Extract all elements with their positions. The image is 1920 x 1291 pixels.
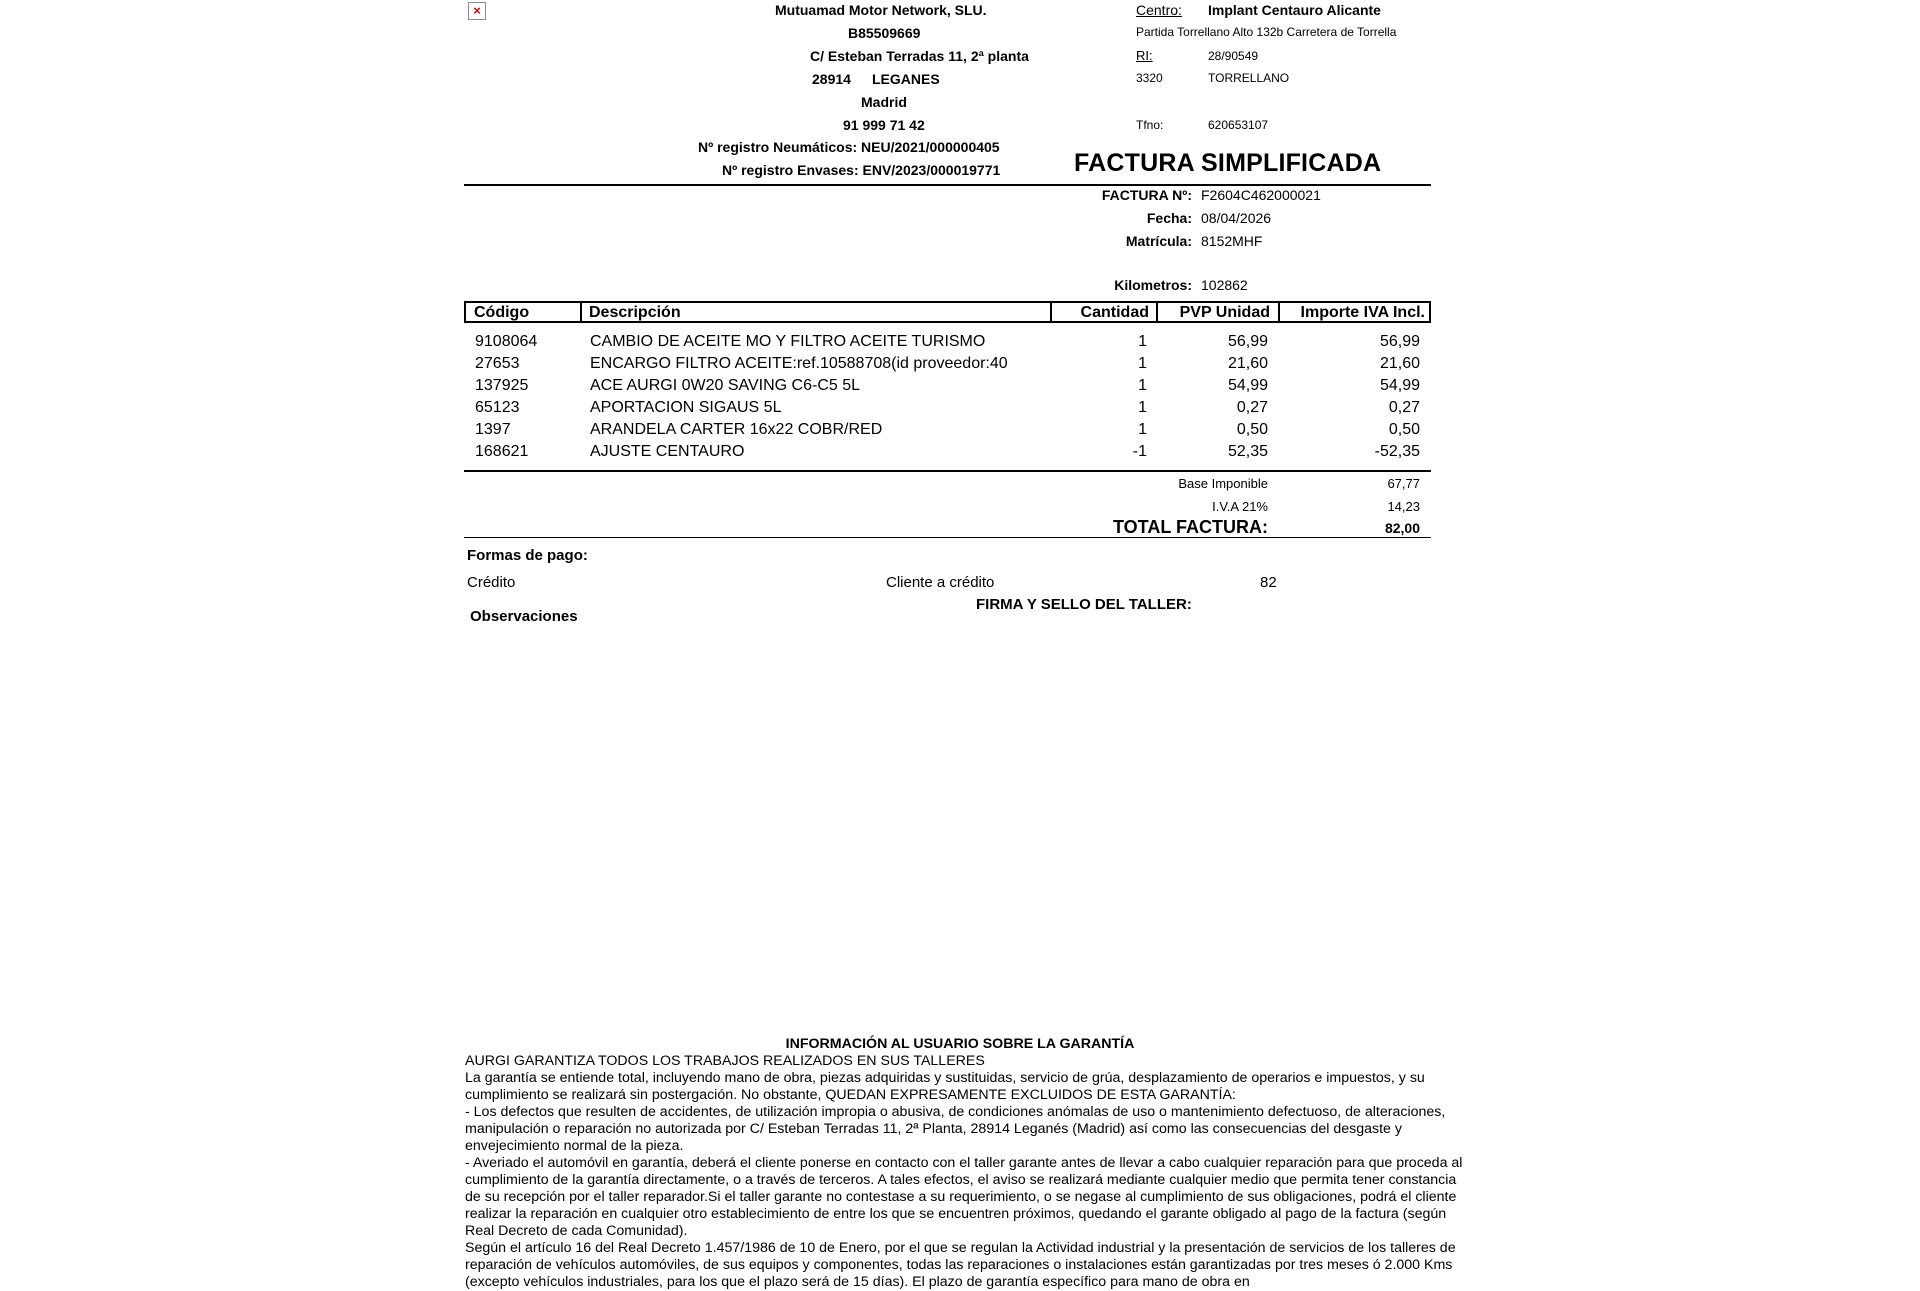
row-code: 137925: [475, 377, 529, 394]
row-unit-price: 21,60: [1227, 355, 1268, 372]
invoice-number-label: FACTURA Nº:: [1101, 187, 1192, 203]
row-unit-price: 52,35: [1227, 443, 1268, 460]
guarantee-info: [465, 1036, 1465, 1291]
invoice-date-label: Fecha:: [1146, 210, 1192, 226]
row-amount: 54,99: [1379, 377, 1420, 394]
row-description: AJUSTE CENTAURO: [590, 443, 745, 460]
col-header-unit-price: PVP Unidad: [1156, 303, 1278, 321]
row-code: 27653: [475, 355, 520, 372]
company-address: C/ Esteban Terradas 11, 2ª planta: [810, 48, 1029, 64]
row-qty: 1: [1138, 333, 1147, 350]
payment-amount: 82: [1260, 574, 1277, 591]
row-description: ARANDELA CARTER 16x22 COBR/RED: [590, 421, 883, 438]
row-qty: -1: [1132, 443, 1147, 460]
signature-label: FIRMA Y SELLO DEL TALLER:: [976, 596, 1192, 613]
centro-city: TORRELLANO: [1208, 71, 1290, 85]
company-postal-code: 28914: [812, 71, 851, 87]
row-code: 65123: [475, 399, 520, 416]
centro-address: Partida Torrellano Alto 132b Carretera de Torrella: [1136, 25, 1397, 39]
header-divider: [464, 184, 1431, 186]
table-row: [464, 441, 1431, 463]
row-description: ENCARGO FILTRO ACEITE:ref.10588708(id proveedor:40: [590, 355, 1008, 372]
centro-postal-code: 3320: [1136, 71, 1163, 85]
payment-title: Formas de pago:: [467, 547, 588, 564]
observations-label: Observaciones: [470, 608, 578, 625]
table-row: [464, 353, 1431, 375]
invoice-date-value: 08/04/2026: [1201, 210, 1272, 226]
invoice-km-value: 102862: [1201, 277, 1248, 293]
items-table-header: [464, 301, 1431, 323]
invoice-plate-value: 8152MHF: [1201, 233, 1263, 249]
centro-phone-label: Tfno:: [1136, 118, 1164, 132]
payment-method: Crédito: [467, 574, 516, 591]
total-label: TOTAL FACTURA:: [1113, 517, 1268, 537]
guarantee-paragraph: Según el artículo 16 del Real Decreto 1.457/1986 de 10 de Enero, por el que se regulan la Actividad industrial y la presentación de servicios de los talleres de reparación de vehículos automóviles, de sus equipos y componentes, todas las reparaciones o instalaciones están garantizadas por tres meses ó 2.000 Kms (excepto vehículos industriales, para los que el plazo será de 15 días). El plazo de garantía específico para mano de obra en: [465, 1240, 1456, 1290]
centro-phone-value: 620653107: [1208, 118, 1269, 132]
row-amount: 56,99: [1379, 333, 1420, 350]
row-qty: 1: [1138, 421, 1147, 438]
row-description: APORTACION SIGAUS 5L: [590, 399, 782, 416]
company-reg-envases: Nº registro Envases: ENV/2023/000019771: [722, 162, 1001, 178]
col-header-qty: Cantidad: [1050, 303, 1156, 321]
row-qty: 1: [1138, 377, 1147, 394]
table-row: [464, 375, 1431, 397]
table-row: [464, 397, 1431, 419]
guarantee-title: INFORMACIÓN AL USUARIO SOBRE LA GARANTÍA: [785, 1036, 1135, 1052]
row-amount: -52,35: [1374, 443, 1420, 460]
guarantee-paragraph: - Averiado el automóvil en garantía, deberá el cliente ponerse en contacto con el taller garante antes de llevar a cabo cualquier reparación para que proceda al cumplimiento de la garantía directamente, o a través de terceros. A tales efectos, el aviso se realizará mediante cualquier medio que permita tener constancia de su recepción por el taller reparador.Si el taller garante no contestase a su requerimiento, o se negase al cumplimiento de sus obligaciones, podrá el cliente realizar la reparación en cualquier otro establecimiento de entre los que se encuentren próximos, quedando el garante obligado al pago de la factura (según Real Decreto de cada Comunidad).: [465, 1155, 1463, 1239]
row-code: 9108064: [475, 333, 538, 350]
col-header-description: Descripción: [580, 303, 1050, 321]
centro-name: Implant Centauro Alicante: [1208, 2, 1381, 18]
row-description: ACE AURGI 0W20 SAVING C6-C5 5L: [590, 377, 861, 394]
row-amount: 0,27: [1388, 399, 1420, 416]
col-header-code: Código: [474, 304, 530, 321]
guarantee-paragraph: - Los defectos que resulten de accidentes, de utilización impropia o abusiva, de condiciones anómalas de uso o mantenimiento defectuoso, de alteraciones, manipulación o reparación no autorizada por C/ Esteban Terradas 11, 2ª Planta, 28914 Leganés (Madrid) así como las consecuencias del desgaste y envejecimiento normal de la pieza.: [465, 1104, 1446, 1154]
base-label: Base Imponible: [1178, 476, 1268, 491]
col-header-amount: Importe IVA Incl.: [1278, 303, 1429, 321]
invoice-number-value: F2604C462000021: [1201, 187, 1321, 203]
guarantee-paragraph: La garantía se entiende total, incluyendo mano de obra, piezas adquiridas y sustituidas, servicio de grúa, desplazamiento de operarios e impuestos, y su cumplimiento se realizará sin postergación. No obstante, QUEDAN EXPRESAMENTE EXCLUIDOS DE ESTA GARANTÍA:: [465, 1070, 1425, 1103]
table-bottom-divider: [464, 470, 1431, 472]
guarantee-subtitle: AURGI GARANTIZA TODOS LOS TRABAJOS REALIZADOS EN SUS TALLERES: [465, 1053, 985, 1069]
row-qty: 1: [1138, 355, 1147, 372]
row-unit-price: 56,99: [1227, 333, 1268, 350]
company-cif: B85509669: [848, 25, 921, 41]
table-row: [464, 331, 1431, 353]
company-name: Mutuamad Motor Network, SLU.: [775, 2, 987, 18]
company-phone: 91 999 71 42: [843, 117, 925, 133]
row-unit-price: 54,99: [1227, 377, 1268, 394]
row-unit-price: 0,50: [1236, 421, 1268, 438]
row-qty: 1: [1138, 399, 1147, 416]
invoice-plate-label: Matrícula:: [1125, 233, 1192, 249]
base-value: 67,77: [1387, 476, 1420, 491]
row-code: 1397: [475, 421, 511, 438]
row-amount: 0,50: [1388, 421, 1420, 438]
iva-label: I.V.A 21%: [1212, 499, 1268, 514]
row-code: 168621: [475, 443, 529, 460]
centro-ri-label: RI:: [1136, 48, 1153, 63]
company-reg-neumaticos: Nº registro Neumáticos: NEU/2021/000000405: [698, 139, 1000, 155]
table-row: [464, 419, 1431, 441]
centro-label: Centro:: [1136, 2, 1182, 18]
row-amount: 21,60: [1379, 355, 1420, 372]
company-city: LEGANES: [872, 71, 940, 87]
broken-image-icon: ×: [468, 2, 486, 20]
row-unit-price: 0,27: [1236, 399, 1268, 416]
total-value: 82,00: [1384, 520, 1420, 536]
centro-ri-value: 28/90549: [1208, 49, 1259, 63]
totals-divider: [464, 537, 1431, 538]
company-province: Madrid: [861, 94, 907, 110]
row-description: CAMBIO DE ACEITE MO Y FILTRO ACEITE TURISMO: [590, 333, 986, 350]
iva-value: 14,23: [1387, 499, 1420, 514]
invoice-title: FACTURA SIMPLIFICADA: [1074, 149, 1382, 177]
payment-description: Cliente a crédito: [886, 574, 995, 591]
invoice-km-label: Kilometros:: [1114, 277, 1192, 293]
